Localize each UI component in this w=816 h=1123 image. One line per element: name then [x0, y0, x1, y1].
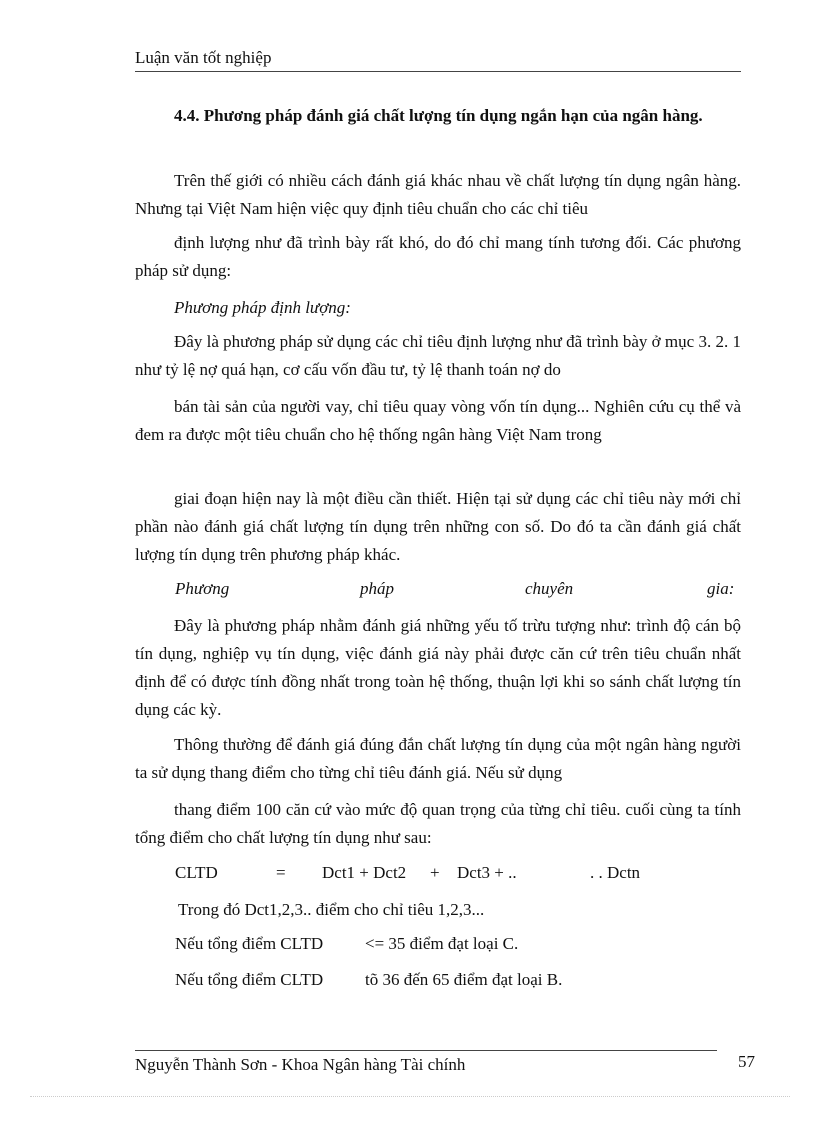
paragraph-4a: Thông thường để đánh giá đúng đắn chất lượng tín dụng của một ngân hàng người ta sử dụng thang điểm cho từng chỉ tiêu đánh giá. Nếu sử dụng [135, 735, 741, 782]
paragraph-1b: định lượng như đã trình bày rất khó, do đó chỉ mang tính tương đối. Các phương pháp sử dụng: [135, 233, 741, 280]
method-2-word-4: gia: [707, 579, 735, 598]
section-heading: 4.4. Phương pháp đánh giá chất lượng tín dụng ngắn hạn của ngân hàng. [174, 106, 703, 125]
footer-rule [135, 1050, 717, 1051]
paragraph-2b: bán tài sản của người vay, chỉ tiêu quay vòng vốn tín dụng... Nghiên cứu cụ thể và đem ra được một tiêu chuẩn cho hệ thống ngân hàng Việt Nam trong [135, 397, 741, 444]
paragraph-1a: Trên thế giới có nhiều cách đánh giá khác nhau về chất lượng tín dụng ngân hàng. Nhưng tại Việt Nam hiện việc quy định tiêu chuẩn cho các chỉ tiêu [135, 171, 741, 218]
formula-explanation: Trong đó Dct1,2,3.. điểm cho chỉ tiêu 1,2,3... [178, 900, 485, 919]
formula-plus: + [430, 863, 440, 882]
footer-author: Nguyễn Thành Sơn - Khoa Ngân hàng Tài chính [135, 1055, 466, 1074]
formula-equals: = [276, 863, 286, 882]
condition-1-value: <= 35 điểm đạt loại C. [365, 934, 519, 953]
paragraph-2a: Đây là phương pháp sử dụng các chỉ tiêu định lượng như đã trình bày ở mục 3. 2. 1 như tỷ lệ nợ quá hạn, cơ cấu vốn đầu tư, tỷ lệ thanh toán nợ do [135, 332, 741, 379]
method-2-word-1: Phương [175, 579, 230, 598]
method-2-word-3: chuyên [525, 579, 574, 598]
running-header: Luận văn tốt nghiệp [135, 48, 272, 67]
formula-term-n: . . Dctn [590, 863, 641, 882]
condition-2-label: Nếu tổng điểm CLTD [175, 970, 324, 989]
condition-2-value: tõ 36 đến 65 điểm đạt loại B. [365, 970, 563, 989]
paragraph-4b: thang điểm 100 căn cứ vào mức độ quan trọng của từng chỉ tiêu. cuối cùng ta tính tổng điểm cho chất lượng tín dụng như sau: [135, 800, 741, 847]
page-number: 57 [738, 1052, 755, 1071]
formula-term-1: Dct1 + Dct2 [322, 863, 407, 882]
header-rule [135, 71, 741, 72]
paragraph-3: Đây là phương pháp nhằm đánh giá những yếu tố trừu tượng như: trình độ cán bộ tín dụng, nghiệp vụ tín dụng, việc đánh giá này phải được căn cứ trên tiêu chuẩn nhất định để có được tính đồng nhất trong toàn hệ thống, thuận lợi khi so sánh chất lượng tín dụng các kỳ. [135, 616, 741, 719]
method-2-word-2: pháp [360, 579, 394, 598]
page-bottom-border [30, 1096, 790, 1097]
formula-lhs: CLTD [175, 863, 218, 882]
paragraph-2c: giai đoạn hiện nay là một điều cần thiết. Hiện tại sử dụng các chỉ tiêu này mới chỉ phần nào đánh giá chất lượng tín dụng trên những con số. Do đó ta cần đánh giá chất lượng tín dụng trên phương pháp khác. [135, 489, 741, 564]
method-1-title: Phương pháp định lượng: [174, 298, 351, 317]
formula-term-2: Dct3 + .. [457, 863, 517, 882]
condition-1-label: Nếu tổng điểm CLTD [175, 934, 324, 953]
